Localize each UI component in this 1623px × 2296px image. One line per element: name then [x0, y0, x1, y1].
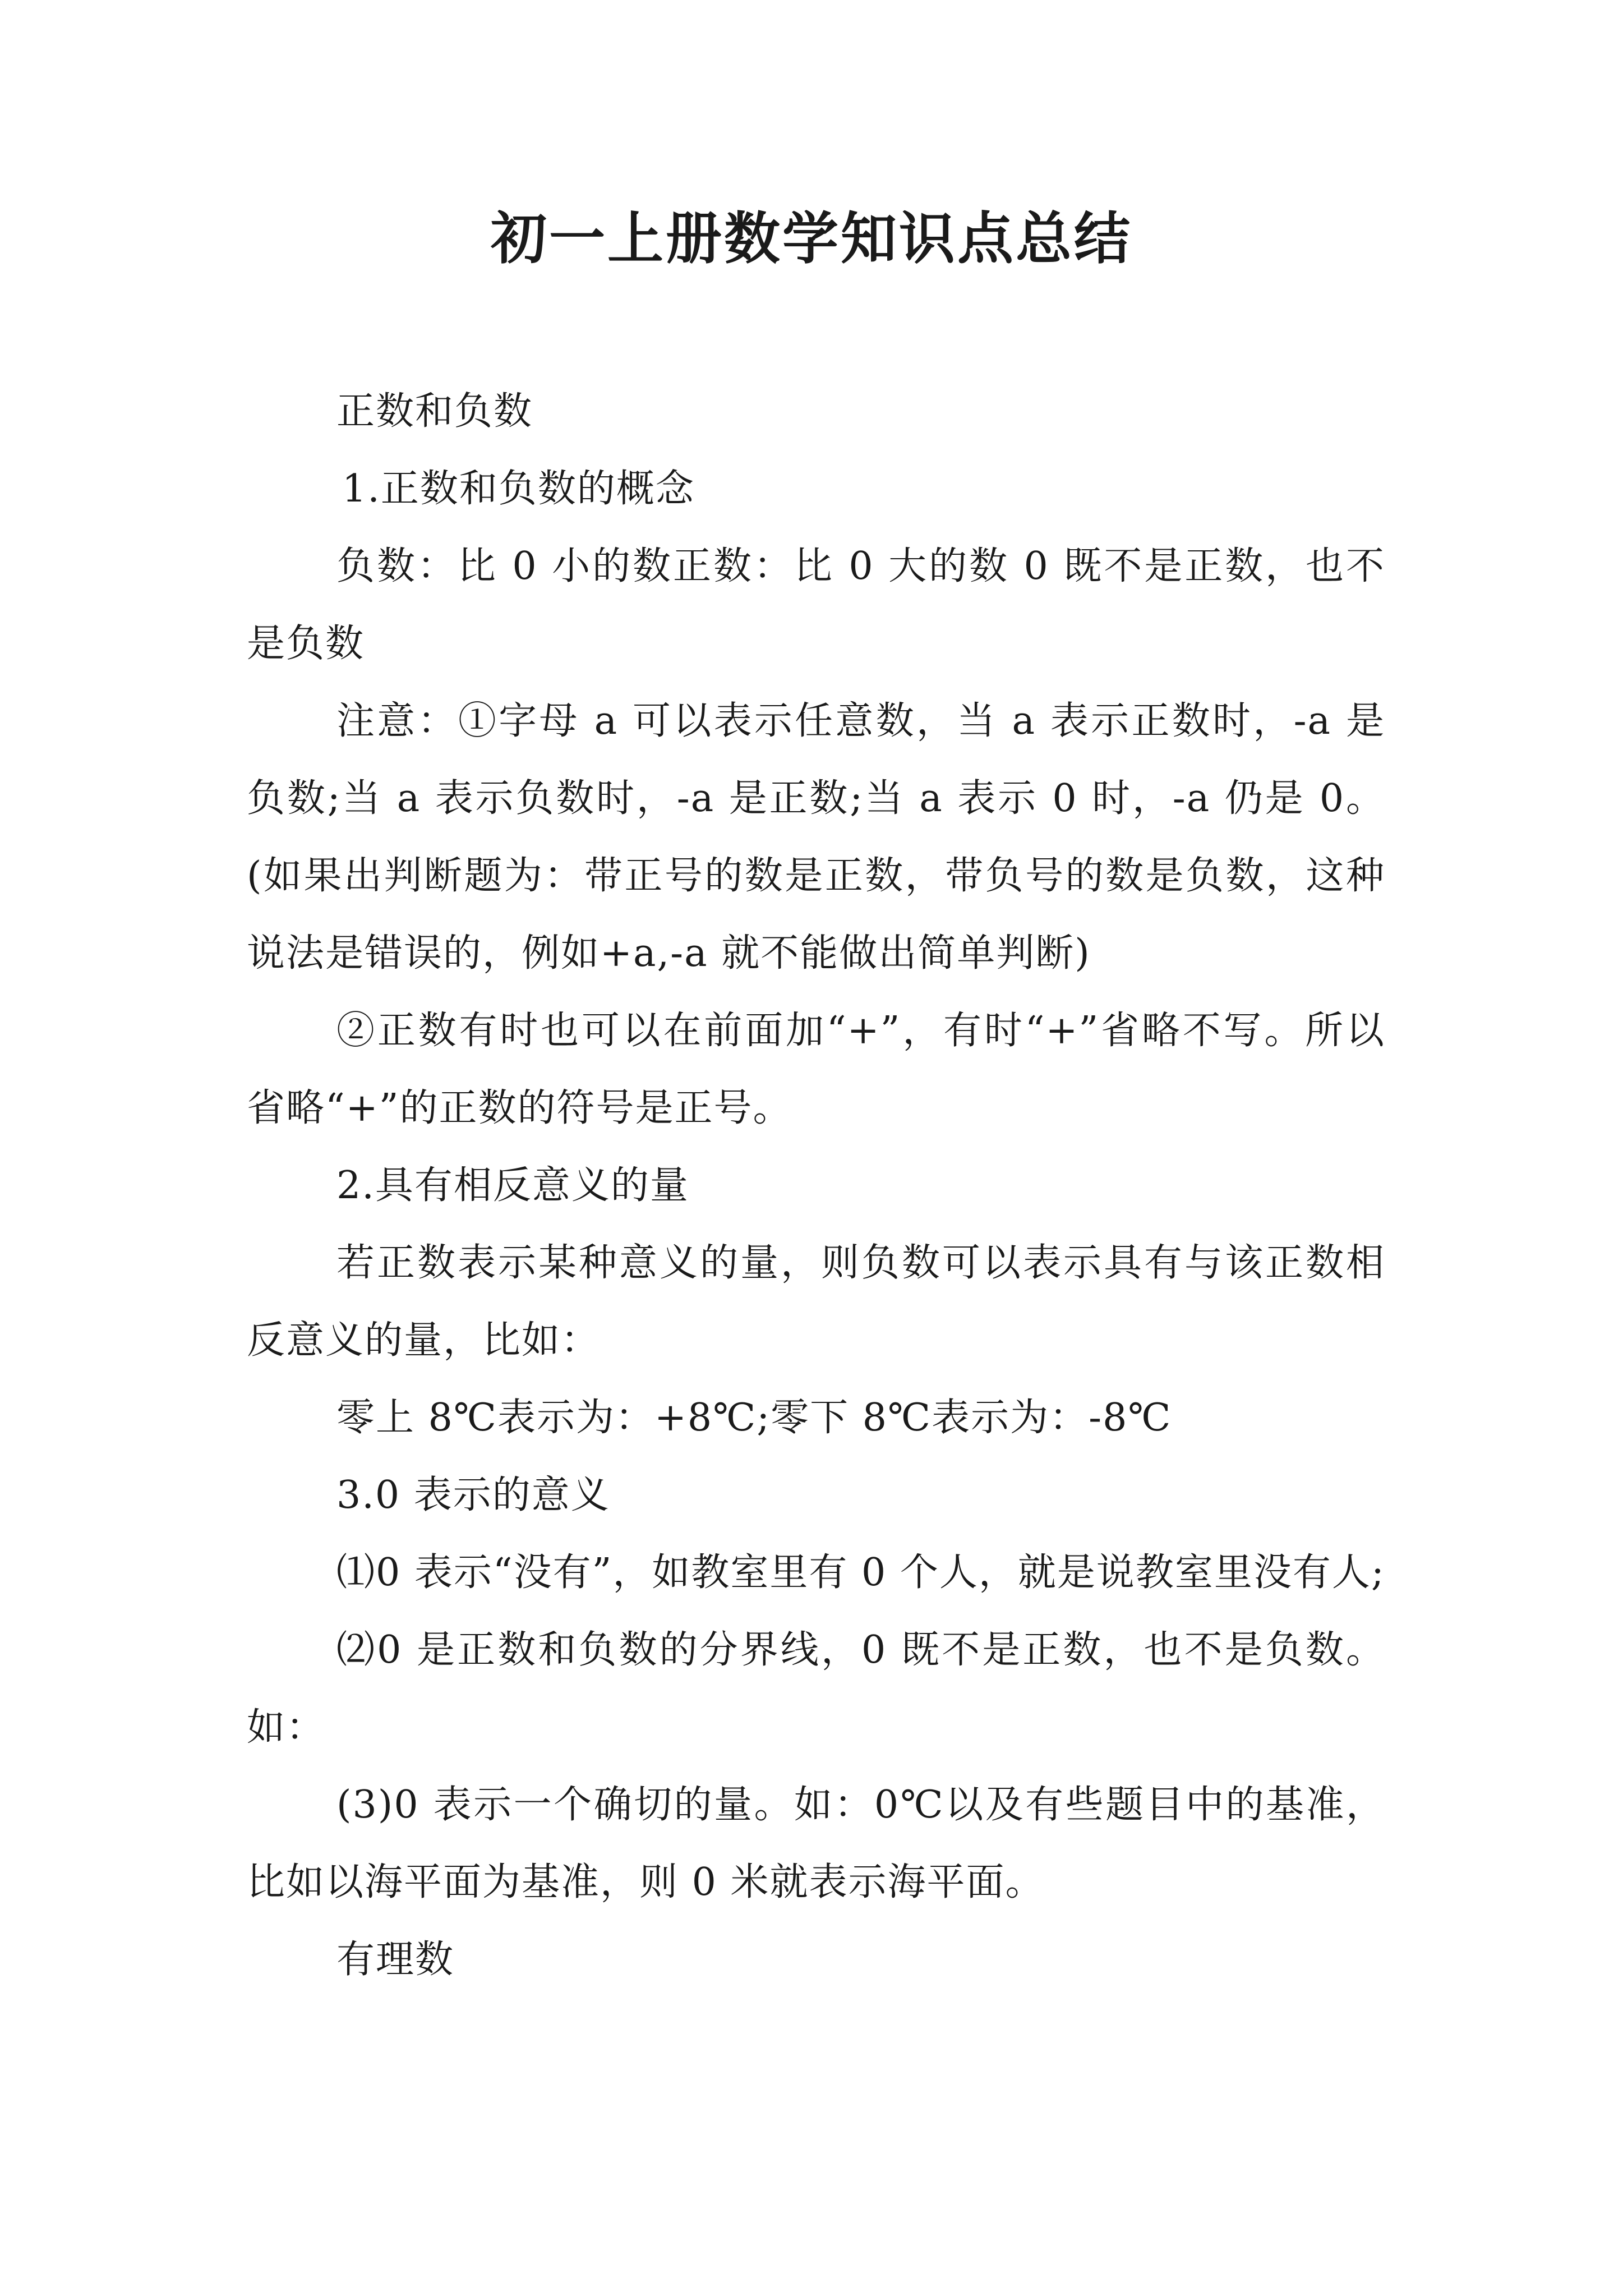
paragraph-zero-exact: (3)0 表示一个确切的量。如：0℃以及有些题目中的基准，比如以海平面为基准，则 0 米就表示海平面。: [247, 1783, 1385, 1904]
paragraph-zero-nothing: ⑴0 表示“没有”，如教室里有 0 个人，就是说教室里没有人;: [336, 1550, 1385, 1595]
paragraph-zero-boundary: ⑵0 是正数和负数的分界线，0 既不是正数，也不是负数。如：: [247, 1628, 1385, 1750]
subheading-concept: 1.正数和负数的概念: [342, 467, 695, 511]
subheading-opposite-quantities: 2.具有相反意义的量: [336, 1163, 689, 1208]
paragraph-definition: 负数：比 0 小的数正数：比 0 大的数 0 既不是正数，也不是负数: [247, 544, 1385, 666]
paragraph-opposite-meaning: 若正数表示某种意义的量，则负数可以表示具有与该正数相反意义的量，比如：: [247, 1241, 1385, 1363]
paragraph-note-1: 注意：①字母 a 可以表示任意数，当 a 表示正数时，-a 是负数;当 a 表示负数时，-a 是正数;当 a 表示 0 时，-a 仍是 0。(如果出判断题为：带正号的数是正数，带负号的数是负数，这种说法是错误的，例如+a,-a 就不能做出简单判断): [247, 699, 1385, 976]
subheading-meaning-of-zero: 3.0 表示的意义: [336, 1473, 610, 1517]
document-body: [247, 373, 1385, 1999]
document-title: 初一上册数学知识点总结: [491, 205, 1132, 272]
paragraph-note-2: ②正数有时也可以在前面加“+”，有时“+”省略不写。所以省略“+”的正数的符号是正号。: [247, 1009, 1385, 1130]
section-heading-positive-negative: 正数和负数: [336, 389, 533, 434]
paragraph-temperature-example: 零上 8℃表示为：+8℃;零下 8℃表示为：-8℃: [336, 1396, 1172, 1440]
section-heading-rational-numbers: 有理数: [336, 1938, 455, 1982]
